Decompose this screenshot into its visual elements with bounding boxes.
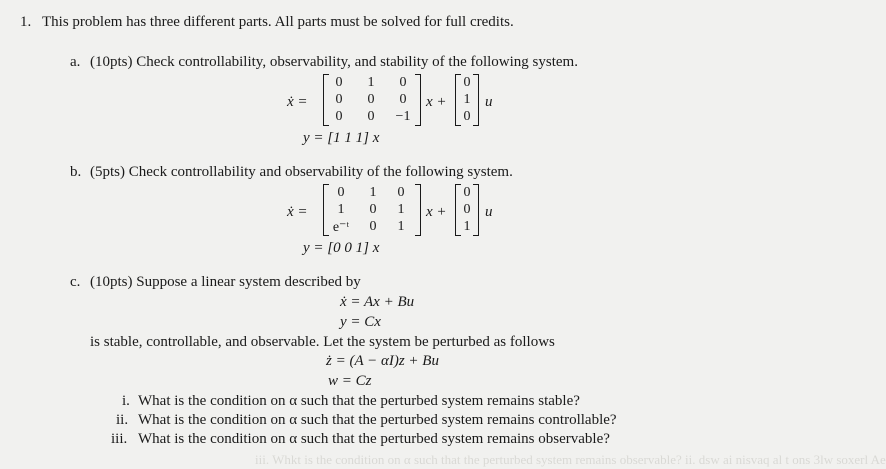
matrix-cell: 1	[369, 185, 377, 200]
matrix-cell: −1	[395, 109, 411, 124]
problem-number: 1.	[20, 14, 32, 30]
part-a-u: u	[485, 94, 493, 110]
matrix-cell: 1	[397, 202, 405, 217]
part-b-output-eq: y = [0 0 1] x	[303, 240, 380, 256]
part-b-u: u	[485, 204, 493, 220]
part-a-text: (10pts) Check controllability, observability, and stability of the following system.	[90, 54, 578, 70]
matrix-cell: 1	[337, 202, 345, 217]
question-number: iii.	[111, 431, 128, 447]
matrix-cell: 0	[399, 92, 407, 107]
question-number: ii.	[116, 412, 129, 428]
matrix-cell: 1	[397, 219, 405, 234]
matrix-cell: 0	[335, 75, 343, 90]
part-a-label: a.	[70, 54, 81, 70]
matrix-cell: 0	[367, 109, 375, 124]
matrix-cell: 0	[463, 185, 471, 200]
matrix-cell: e⁻ᵗ	[332, 220, 350, 235]
matrix-cell: 1	[367, 75, 375, 90]
matrix-cell: 0	[367, 92, 375, 107]
part-a-output-eq: y = [1 1 1] x	[303, 130, 380, 146]
part-a-x-plus: x +	[426, 94, 447, 110]
bleed-through-text: iii. Whkt is the condition on α such that the perturbed system remains observable? ii. dsw ai nisvaq al t ons 3lw soxerl Ae	[255, 452, 886, 467]
matrix-cell: 0	[335, 109, 343, 124]
part-c-state-eq: ẋ = Ax + Bu	[340, 294, 415, 310]
matrix-cell: 0	[463, 75, 471, 90]
question-number: i.	[122, 393, 130, 409]
question-text: What is the condition on α such that the perturbed system remains observable?	[138, 431, 610, 447]
part-b-label: b.	[70, 164, 82, 180]
part-b-xdot: ẋ =	[287, 204, 308, 220]
part-b-A-matrix	[323, 184, 421, 236]
matrix-cell: 0	[335, 92, 343, 107]
part-a-xdot: ẋ =	[287, 94, 308, 110]
matrix-cell: 0	[369, 202, 377, 217]
part-a-A-matrix	[323, 74, 421, 126]
matrix-cell: 1	[463, 92, 471, 107]
matrix-cell: 0	[337, 185, 345, 200]
part-a-B-vector	[455, 74, 479, 126]
question-text: What is the condition on α such that the perturbed system remains stable?	[138, 393, 580, 409]
part-c-perturbed-state-eq: ż = (A − αI)z + Bu	[326, 353, 439, 369]
part-b-x-plus: x +	[426, 204, 447, 220]
matrix-cell: 0	[369, 219, 377, 234]
part-c-middle-text: is stable, controllable, and observable. Let the system be perturbed as follows	[90, 334, 555, 350]
part-b-text: (5pts) Check controllability and observability of the following system.	[90, 164, 513, 180]
matrix-cell: 1	[463, 219, 471, 234]
matrix-cell: 0	[397, 185, 405, 200]
problem-intro: This problem has three different parts. All parts must be solved for full credits.	[42, 14, 514, 30]
part-c-perturbed-output-eq: w = Cz	[328, 373, 372, 389]
matrix-cell: 0	[399, 75, 407, 90]
part-c-text: (10pts) Suppose a linear system described by	[90, 274, 361, 290]
matrix-cell: 0	[463, 202, 471, 217]
question-text: What is the condition on α such that the perturbed system remains controllable?	[138, 412, 617, 428]
matrix-cell: 0	[463, 109, 471, 124]
part-c-label: c.	[70, 274, 81, 290]
part-b-B-vector	[455, 184, 479, 236]
part-c-output-eq: y = Cx	[340, 314, 381, 330]
